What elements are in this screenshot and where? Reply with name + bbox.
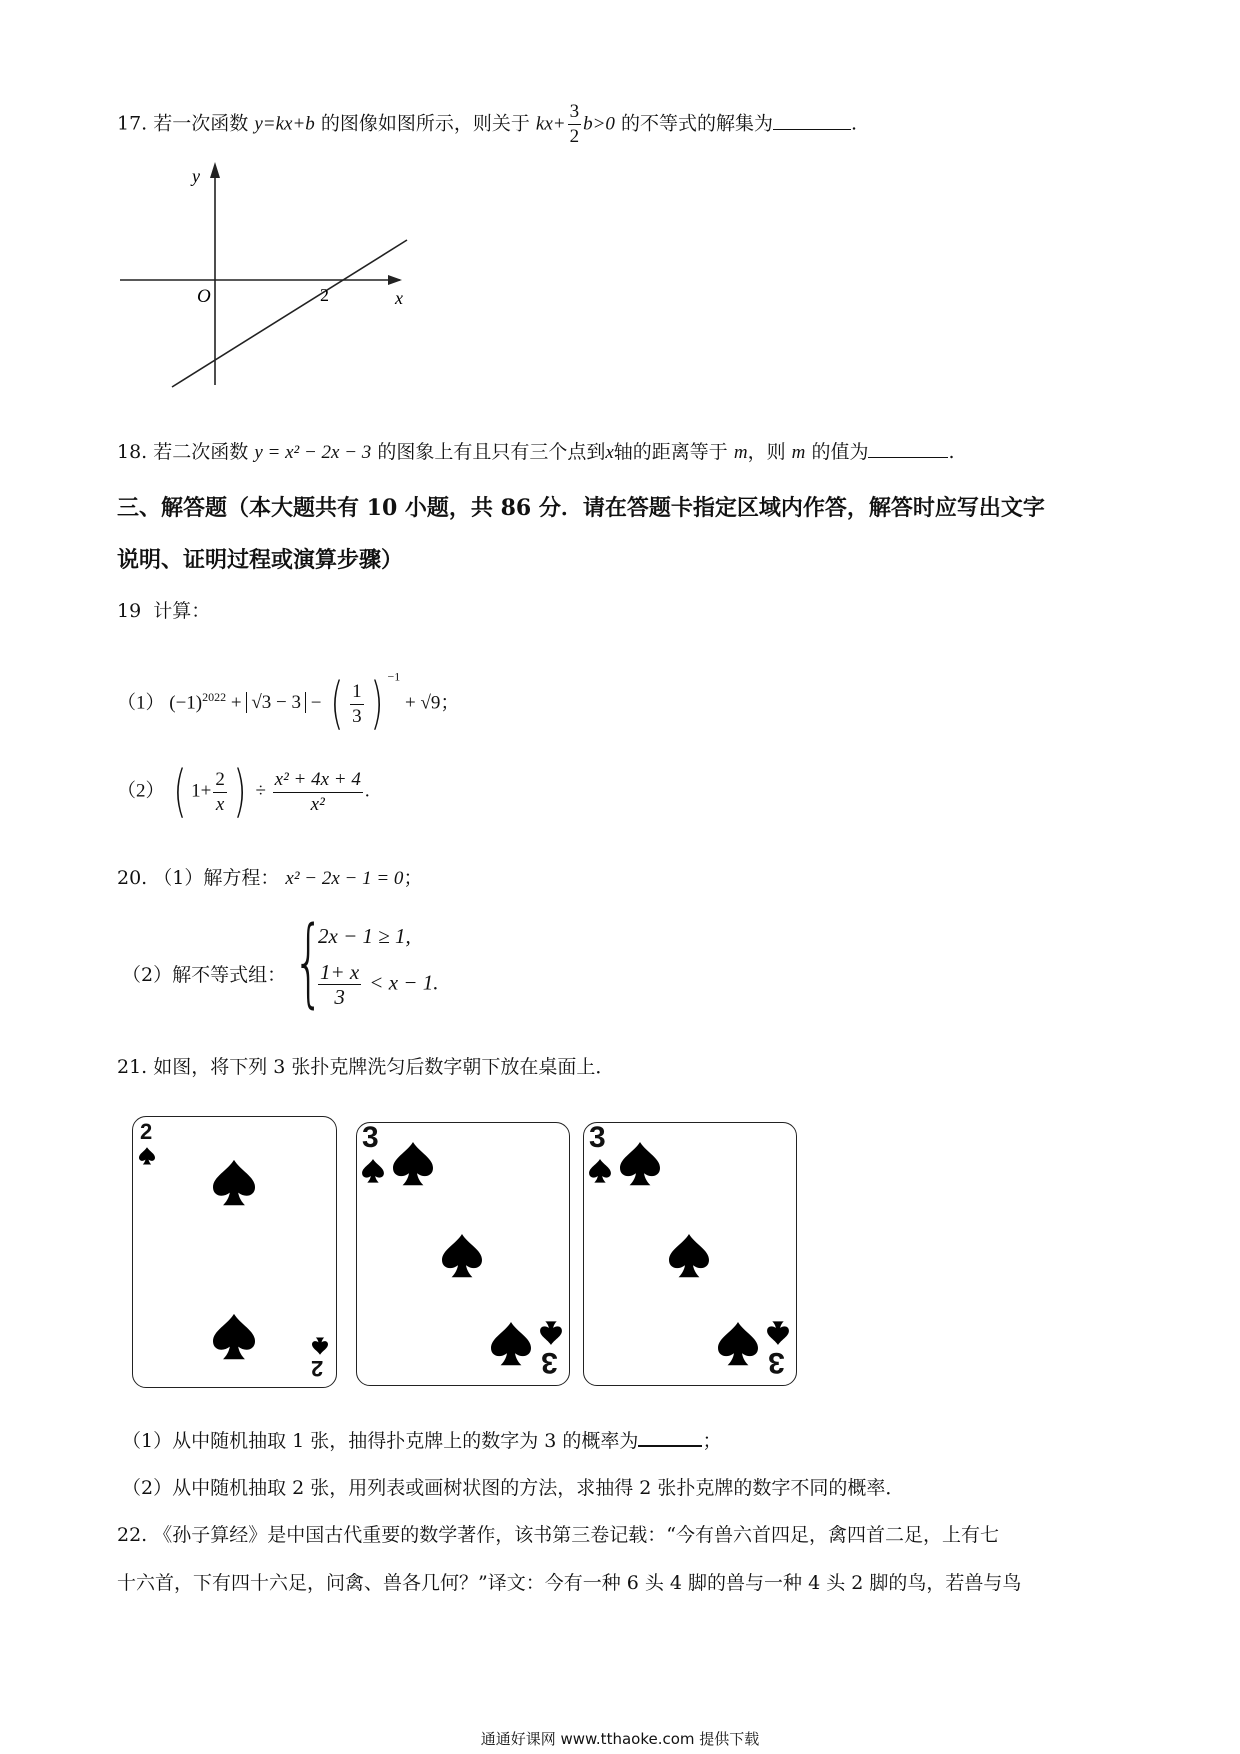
- q21-text: 如图，将下列 3 张扑克牌洗匀后数字朝下放在桌面上．: [153, 1056, 615, 1078]
- q20-p1-equation: x² − 2x − 1 = 0: [285, 868, 404, 889]
- q19-p1-label: （1）: [117, 692, 165, 714]
- q17-function: y=kx+b: [254, 113, 315, 135]
- q21-number: 21.: [117, 1056, 148, 1078]
- q19-p2-one: 1+: [191, 780, 212, 802]
- q17-text-a: 若一次函数: [153, 112, 249, 135]
- q19-p1-exp2: −1: [387, 669, 401, 684]
- card3-corner-spade-icon: [589, 1159, 611, 1183]
- q19-p1-abs: [246, 692, 306, 713]
- q20-part2: [122, 906, 622, 1028]
- q19-p1-abs-value: √3 − 3: [251, 692, 302, 714]
- section-3-heading-line2: 说明、证明过程或演算步骤）: [117, 547, 404, 573]
- q20-p1-end: ；: [403, 867, 423, 889]
- q19-p1-exp: 2022: [202, 690, 227, 705]
- q17-frac-den: 2: [569, 126, 580, 147]
- graph-x-label: x: [395, 288, 403, 308]
- card2-pip-bottom-spade-icon: [491, 1321, 531, 1367]
- q18-text-e: 的值为: [811, 441, 869, 463]
- q19-p1-base: (−1): [169, 692, 203, 714]
- playing-card-2-spades: [132, 1116, 337, 1388]
- graph-function-line: [172, 240, 407, 387]
- q18-text-c: 轴的距离等于: [613, 441, 728, 463]
- q20-number: 20.: [117, 867, 148, 889]
- q20-p2-fraction: [318, 960, 361, 1009]
- playing-card-3-spades-b: [583, 1122, 797, 1386]
- page-footer: 通通好课网 www.tthaoke.com 提供下载: [480, 1730, 760, 1748]
- card3-corner-spade-icon-bottom: [767, 1321, 789, 1345]
- q18-text-b: 的图象上有且只有三个点到: [377, 441, 606, 463]
- q17-text-c: 的不等式的解集为: [620, 112, 773, 135]
- q21-part2: （2）从中随机抽取 2 张，用列表或画树状图的方法，求抽得 2 张扑克牌的数字不同的概率．: [122, 1477, 905, 1499]
- q19-p2-den: x²: [273, 792, 363, 817]
- card1-pip-bottom-spade-icon: [213, 1313, 255, 1361]
- q17-ineq-left: kx+: [535, 113, 566, 135]
- q21-p1-end: ；: [702, 1430, 722, 1452]
- q20-p1-label: （1）解方程：: [153, 867, 280, 889]
- q19-p1-tail: + √9: [404, 692, 441, 714]
- q18-function: y = x² − 2x − 3: [254, 442, 372, 463]
- q19-p2-open-paren: (: [173, 759, 187, 824]
- q17-answer-blank[interactable]: [773, 111, 851, 130]
- q18-end: .: [948, 441, 955, 463]
- q20-p2-brace: {: [293, 906, 324, 1018]
- q19-p2-div: ÷: [255, 780, 266, 802]
- q19-p2-num: x² + 4x + 4: [274, 768, 361, 790]
- q17-fraction: [568, 100, 582, 149]
- q17-ineq-right: b>0: [583, 113, 615, 135]
- q19-p1-frac-num: 1: [352, 680, 362, 702]
- card1-rank-bottom: 2: [311, 1356, 324, 1381]
- q20-p2-frac-den: 3: [318, 984, 361, 1009]
- q20-p2-line2: [316, 960, 438, 1009]
- q18-answer-blank[interactable]: [868, 439, 948, 458]
- card2-rank-bottom: 3: [541, 1346, 558, 1379]
- q19-title: 计算：: [153, 600, 211, 622]
- q18-var-m2: m: [791, 442, 806, 463]
- q21-answer-blank[interactable]: [638, 1427, 702, 1447]
- q21-line: [117, 1053, 614, 1081]
- card3-pip-bottom-spade-icon: [718, 1321, 758, 1367]
- q19-part2: [117, 759, 370, 824]
- card2-pip-top-spade-icon: [393, 1141, 433, 1187]
- graph-intercept-label: 2: [320, 285, 329, 305]
- q18-line: [117, 438, 955, 467]
- q19-p1-fraction: [350, 680, 364, 729]
- q19-p2-end: .: [364, 780, 370, 802]
- q19-number: 19: [117, 600, 142, 622]
- q18-var-x: x: [605, 442, 614, 463]
- q18-text-a: 若二次函数: [153, 441, 249, 463]
- q17-frac-num: 3: [569, 101, 580, 122]
- q19-p2-label: （2）: [117, 780, 165, 802]
- card2-corner-spade-icon-bottom: [540, 1321, 562, 1345]
- q19-p1-open-paren: (: [330, 671, 344, 736]
- q19-part1: （1） $(-1)^{2022} + √3 - 3$ − ( $\frac{1}{3}$ ) $^{-1}$ + √9；: [117, 669, 460, 736]
- card3-pip-top-spade-icon: [620, 1141, 660, 1187]
- playing-card-3-spades-a: [356, 1122, 570, 1386]
- q22-line1: 22. 《孙子算经》是中国古代重要的数学著作，该书第三卷记载：“今有兽六首四足，禽四首二足，上有七: [117, 1524, 999, 1546]
- q18-text-d: ，则: [747, 441, 786, 463]
- q21-p1-text: （1）从中随机抽取 1 张，抽得扑克牌上的数字为 3 的概率为: [122, 1430, 639, 1452]
- card3-pip-middle-spade-icon: [669, 1233, 709, 1279]
- q18-var-m: m: [733, 442, 748, 463]
- q19-p2-fraction: [213, 768, 227, 817]
- graph-y-label: y: [192, 166, 200, 186]
- card2-pip-middle-spade-icon: [442, 1233, 482, 1279]
- q19-p2-frac-num: 2: [215, 768, 225, 790]
- card1-corner-spade-icon: [139, 1147, 155, 1165]
- card3-rank-top: 3: [589, 1121, 606, 1154]
- card3-rank-bottom: 3: [768, 1346, 785, 1379]
- q20-p2-line2-tail: < x − 1.: [369, 970, 439, 995]
- q19-p1-close-paren: ): [369, 671, 384, 736]
- q20-part1: [117, 864, 422, 893]
- q17-text-b: 的图像如图所示，则关于: [320, 112, 530, 135]
- q17-number: 17.: [117, 112, 148, 135]
- q20-p2-line1: 2x − 1 ≥ 1,: [318, 924, 411, 948]
- card1-corner-spade-icon-bottom: [312, 1337, 328, 1355]
- q19-p2-close-paren: ): [233, 759, 247, 824]
- q17-graph: [110, 160, 420, 400]
- graph-origin-label: O: [197, 286, 211, 307]
- q17-end: .: [850, 112, 858, 135]
- q19-p1-frac-den: 3: [352, 705, 362, 727]
- card2-rank-top: 3: [362, 1121, 379, 1154]
- graph-x-arrow: [388, 275, 402, 285]
- card1-rank-top: 2: [140, 1119, 153, 1144]
- q22-line2: 十六首，下有四十六足，问禽、兽各几何？”译文：今有一种 6 头 4 脚的兽与一种 4 头 2 脚的鸟，若兽与鸟: [117, 1572, 1022, 1594]
- graph-y-arrow: [210, 162, 220, 178]
- q18-number: 18.: [117, 441, 148, 463]
- q21-part1: [122, 1427, 721, 1455]
- card1-pip-top-spade-icon: [213, 1159, 255, 1207]
- q19-p2-frac-den: x: [213, 792, 227, 817]
- q19-p2-big-fraction: [273, 768, 363, 817]
- card2-corner-spade-icon: [362, 1159, 384, 1183]
- q17-line: [117, 100, 857, 149]
- section-3-heading-line1: 三、解答题（本大题共有 10 小题，共 86 分．请在答题卡指定区域内作答，解答时应写出文字: [117, 495, 1045, 521]
- q20-p2-frac-num: 1+ x: [320, 960, 360, 984]
- q20-p2-label: （2）解不等式组：: [122, 964, 287, 986]
- q19-p1-end: ；: [440, 692, 460, 714]
- q19-title-line: [117, 597, 210, 625]
